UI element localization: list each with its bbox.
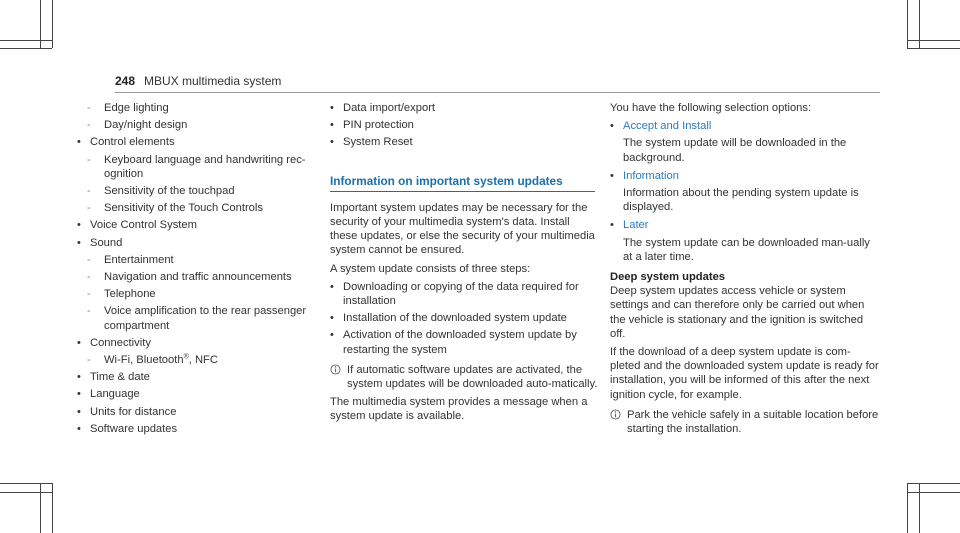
option-accept-install: • Accept and Install [610, 119, 880, 133]
paragraph: Important system updates may be necessary for the security of your multimedia system's data. Install these updates, or else the security of your multimedia system cannot be ensured. [330, 201, 595, 257]
option-description: Information about the pending system update is displayed. [623, 187, 859, 214]
crop-mark [0, 40, 52, 41]
sub-list-item: - Navigation and traffic announcements [77, 270, 337, 284]
crop-mark [907, 492, 960, 493]
list-item: • Connectivity [77, 336, 337, 350]
sub-list-item: - Voice amplification to the rear passenger compartment [77, 304, 337, 332]
sub-list-item: - Edge lighting [77, 101, 337, 115]
crop-mark [907, 483, 960, 484]
crop-mark [919, 483, 920, 533]
wifi-text: Wi-Fi, Bluetooth [104, 354, 184, 367]
sub-list-item: - Telephone [77, 287, 337, 301]
paragraph: A system update consists of three steps: [330, 262, 531, 275]
sub-list-item: - Sensitivity of the Touch Controls [77, 201, 337, 215]
crop-mark [0, 492, 52, 493]
page-header [115, 74, 880, 94]
paragraph: Deep system updates access vehicle or system settings and can therefore only be carried out when the vehicle is stationary and the ignition is switched off. [610, 285, 865, 340]
crop-mark [52, 0, 53, 48]
list-item: • Software updates [77, 422, 337, 436]
list-item: • Units for distance [77, 405, 337, 419]
section-heading: Information on important system updates [330, 174, 595, 192]
option-later: • Later [610, 218, 880, 232]
sub-list-item: - Entertainment [77, 253, 337, 267]
list-item-wifi [77, 353, 337, 367]
list-item: • Language [77, 387, 337, 401]
step-item: • Downloading or copying of the data required for installation [330, 280, 600, 308]
subheading: Deep system updates [610, 271, 726, 284]
list-item: • Sound [77, 236, 337, 250]
list-item: • Voice Control System [77, 218, 337, 232]
note [610, 408, 880, 436]
registered-mark: ® [183, 353, 189, 361]
step-item: • Installation of the downloaded system update [330, 311, 600, 325]
column-2 [330, 101, 600, 428]
wifi-text-suffix: , NFC [188, 354, 218, 367]
crop-mark [40, 483, 41, 533]
crop-mark [907, 483, 908, 533]
crop-mark [0, 483, 52, 484]
sub-list-item: - Keyboard language and handwriting rec-ognition [77, 153, 337, 181]
column-3 [610, 101, 880, 440]
note-text: If automatic software updates are activated, the system updates will be downloaded auto-matically. [347, 363, 598, 391]
list-item: • Control elements [77, 135, 337, 149]
paragraph: You have the following selection options: [610, 102, 812, 114]
paragraph: The multimedia system provides a message when a system update is available. [330, 396, 588, 423]
page-title: MBUX multimedia system [144, 74, 282, 88]
paragraph: If the download of a deep system update is com-pleted and the downloaded system update is ready for installation, you will be informed of this after the next ignition cycle, for example. [610, 346, 879, 401]
page-number: 248 [115, 74, 136, 88]
list-item: • Time & date [77, 370, 337, 384]
option-description: The system update can be downloaded man-ually at a later time. [623, 236, 870, 263]
option-description: The system update will be downloaded in the background. [623, 137, 847, 164]
crop-mark [0, 48, 52, 49]
crop-mark [52, 483, 53, 533]
list-item: • Data import/export [330, 101, 600, 115]
info-note-icon [330, 364, 341, 375]
option-information: • Information [610, 169, 880, 183]
column-1 [77, 101, 337, 439]
header-rule [115, 92, 880, 93]
list-item: • PIN protection [330, 118, 600, 132]
sub-list-item: - Day/night design [77, 118, 337, 132]
sub-list-item: - Sensitivity of the touchpad [77, 184, 337, 198]
crop-mark [907, 48, 960, 49]
note-text: Park the vehicle safely in a suitable location before starting the installation. [627, 408, 879, 436]
crop-mark [907, 40, 960, 41]
step-item: • Activation of the downloaded system update by restarting the system [330, 328, 600, 356]
info-note-icon [610, 409, 621, 420]
list-item: • System Reset [330, 135, 600, 149]
note [330, 363, 600, 391]
settings-list-continued [77, 370, 337, 436]
settings-list [77, 101, 337, 350]
